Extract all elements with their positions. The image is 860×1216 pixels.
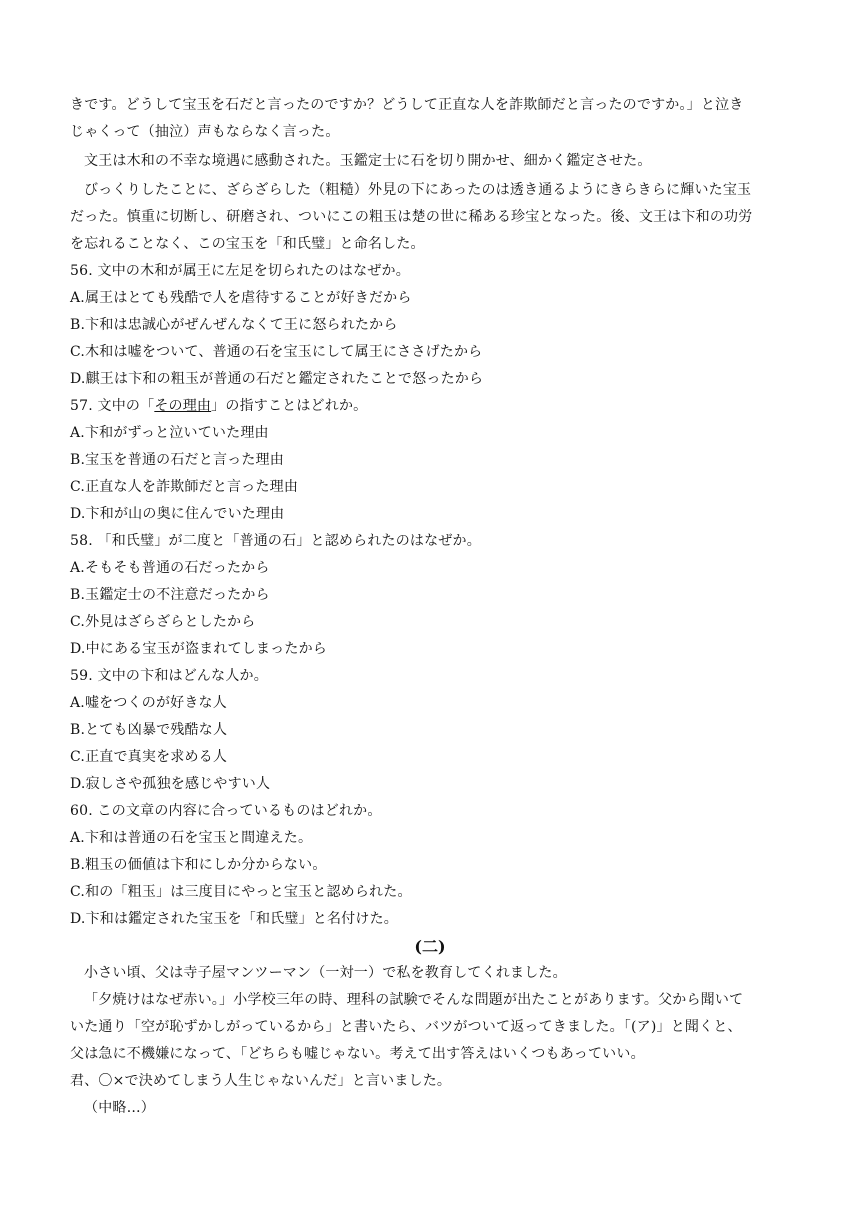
question-60-stem: 60. この文章の内容に合っているものはどれか。 bbox=[70, 803, 382, 819]
question-57-stem bbox=[70, 393, 795, 420]
passage1-line-2: じゃくって（抽泣）声もならなく言った。 bbox=[70, 124, 340, 140]
question-58-option-b: B.玉鑑定士の不注意だったから bbox=[70, 587, 270, 603]
passage1-line-3: 文王は木和の不幸な境遇に感動された。玉鑑定士に石を切り開かせ、細かく鑑定させた。 bbox=[84, 153, 652, 169]
question-57-stem-pre: 57. 文中の「 bbox=[70, 398, 155, 414]
section-2-heading: (二) bbox=[414, 937, 446, 956]
question-57-stem-post: 」の指すことはどれか。 bbox=[211, 398, 368, 414]
question-57-option-a: A.卞和がずっと泣いていた理由 bbox=[70, 425, 269, 441]
question-58-option-c: C.外見はざらざらとしたから bbox=[70, 614, 256, 630]
passage1-line-5: だった。慎重に切断し、研磨され、ついにこの粗玉は楚の世に稀ある珍宝となった。後、文王は卞和の功労 bbox=[70, 209, 753, 225]
question-58-option-a: A.そもそも普通の石だったから bbox=[70, 560, 270, 576]
question-60-option-c: C.和の「粗玉」は三度目にやっと宝玉と認められた。 bbox=[70, 884, 412, 900]
question-59-option-d: D.寂しさや孤独を感じやすい人 bbox=[70, 776, 271, 792]
question-56-option-d: D.麒王は卞和の粗玉が普通の石だと鑑定されたことで怒ったから bbox=[70, 371, 484, 387]
question-57-option-d: D.卞和が山の奥に住んでいた理由 bbox=[70, 506, 285, 522]
question-56-stem: 56. 文中の木和が属王に左足を切られたのはなぜか。 bbox=[70, 263, 410, 279]
question-59-stem: 59. 文中の卞和はどんな人か。 bbox=[70, 668, 268, 684]
passage2-line-4: 父は急に不機嫌になって、「どちらも嘘じゃない。考えて出す答えはいくつもあっていい。 bbox=[70, 1046, 645, 1062]
question-56-option-c: C.木和は嘘をついて、普通の石を宝玉にして属王にささげたから bbox=[70, 344, 483, 360]
passage1-line-6: を忘れることなく、この宝玉を「和氏璧」と命名した。 bbox=[70, 236, 425, 252]
question-58-stem: 58. 「和氏璧」が二度と「普通の石」と認められたのはなぜか。 bbox=[70, 533, 481, 549]
passage1-line-1: きです。どうして宝玉を石だと言ったのですか？どうして正直な人を詐欺師だと言ったのですか。」と泣き bbox=[70, 97, 744, 113]
passage2-line-2: 「夕焼けはなぜ赤い。」小学校三年の時、理科の試験でそんな問題が出たことがあります。父から聞いて bbox=[84, 992, 744, 1008]
question-57-underlined-phrase: その理由 bbox=[154, 398, 212, 414]
question-59-option-a: A.嘘をつくのが好きな人 bbox=[70, 695, 227, 711]
question-60-option-a: A.卞和は普通の石を宝玉と間違えた。 bbox=[70, 830, 313, 846]
question-59-option-c: C.正直で真実を求める人 bbox=[70, 749, 228, 765]
question-58-option-d: D.中にある宝玉が盗まれてしまったから bbox=[70, 641, 327, 657]
question-60-option-b: B.粗玉の価値は卞和にしか分からない。 bbox=[70, 857, 327, 873]
passage2-line-3: いた通り「空が恥ずかしがっているから」と書いたら、バツがついて返ってきました。「(ア)」と聞くと、 bbox=[70, 1019, 742, 1035]
question-60-option-d: D.卞和は鑑定された宝玉を「和氏璧」と名付けた。 bbox=[70, 911, 398, 927]
passage2-line-1: 小さい頃、父は寺子屋マンツーマン（一対一）で私を教育してくれました。 bbox=[84, 965, 567, 981]
question-59-option-b: B.とても凶暴で残酷な人 bbox=[70, 722, 228, 738]
question-57-option-b: B.宝玉を普通の石だと言った理由 bbox=[70, 452, 284, 468]
question-56-option-b: B.卞和は忠誠心がぜんぜんなくて王に怒られたから bbox=[70, 317, 398, 333]
question-57-option-c: C.正直な人を詐欺師だと言った理由 bbox=[70, 479, 299, 495]
passage1-line-4: びっくりしたことに、ざらざらした（粗糙）外見の下にあったのは透き通るようにきらきらに輝いた宝玉 bbox=[84, 182, 752, 198]
question-56-option-a: A.属王はとても残酷で人を虐待することが好きだから bbox=[70, 290, 412, 306]
passage2-omission-note: （中略…） bbox=[84, 1100, 155, 1116]
passage2-line-5: 君、〇×で決めてしまう人生じゃないんだ」と言いました。 bbox=[70, 1073, 452, 1089]
